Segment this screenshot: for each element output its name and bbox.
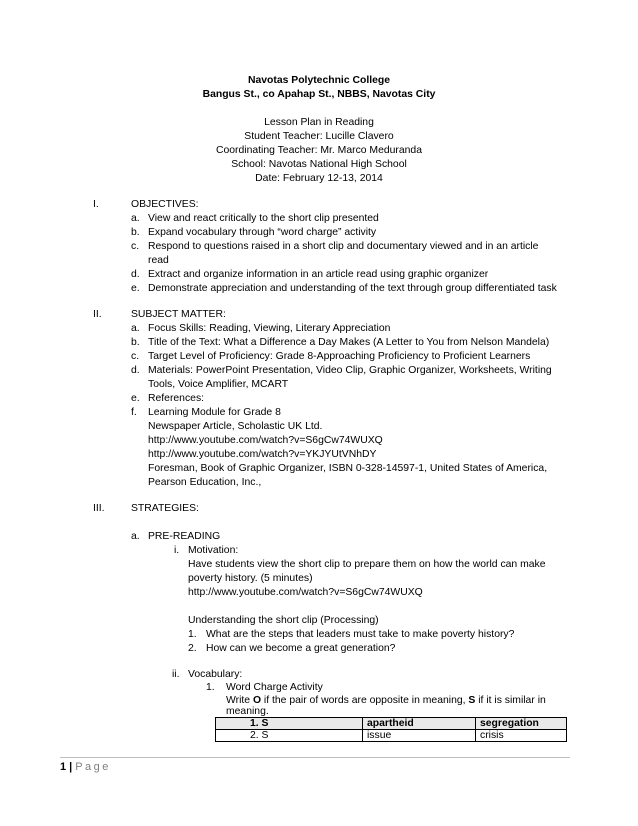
question-text: How can we become a great generation? [206, 643, 396, 654]
list-item-continued: Tools, Voice Amplifier, MCART [148, 379, 289, 390]
question-number: 2. [188, 643, 197, 654]
footer-separator: | [69, 761, 73, 773]
list-letter: b. [131, 337, 140, 348]
list-item-continued: read [148, 255, 169, 266]
motivation-text: Have students view the short clip to prepare them on how the world can make [188, 559, 546, 570]
reference-item: Foresman, Book of Graphic Organizer, ISBN 0-328-14597-1, United States of America, [148, 463, 548, 474]
activity-instructions: Write O if the pair of words are opposite in meaning, S if it is similar in [226, 695, 546, 706]
reference-item: Learning Module for Grade 8 [148, 407, 281, 418]
table-cell: 1. S [216, 718, 363, 730]
list-letter: a. [131, 213, 140, 224]
list-item: Expand vocabulary through “word charge” activity [148, 227, 377, 238]
activity-title: Word Charge Activity [226, 682, 323, 693]
section-numeral: I. [93, 199, 99, 210]
section-heading-subject: SUBJECT MATTER: [131, 309, 226, 320]
pre-reading-label: PRE-READING [148, 531, 221, 542]
question-text: What are the steps that leaders must take to make poverty history? [206, 629, 515, 640]
list-item: Extract and organize information in an article read using graphic organizer [148, 269, 489, 280]
reference-item: Pearson Education, Inc., [148, 477, 262, 488]
vocabulary-label: Vocabulary: [188, 669, 243, 680]
section-numeral: II. [93, 309, 102, 320]
school-name: School: Navotas National High School [231, 159, 407, 170]
college-address: Bangus St., co Apahap St., NBBS, Navotas City [202, 89, 436, 100]
list-letter: f. [131, 407, 137, 418]
roman-numeral: i. [174, 545, 180, 556]
list-letter: a. [131, 531, 140, 542]
list-letter: d. [131, 365, 140, 376]
question-number: 1. [188, 629, 197, 640]
word-charge-table [215, 717, 567, 742]
list-item: Title of the Text: What a Difference a Day Makes (A Letter to You from Nelson Mandela) [148, 337, 550, 348]
coordinating-teacher: Coordinating Teacher: Mr. Marco Meduranda [216, 145, 422, 156]
section-numeral: III. [93, 503, 105, 514]
list-item: Materials: PowerPoint Presentation, Video Clip, Graphic Organizer, Worksheets, Writing [148, 365, 552, 376]
list-item: Respond to questions raised in a short clip and documentary viewed and in an article [148, 241, 539, 252]
table-cell: crisis [476, 730, 567, 742]
motivation-link[interactable]: http://www.youtube.com/watch?v=S6gCw74WUXQ [188, 587, 423, 598]
list-item: Focus Skills: Reading, Viewing, Literary Appreciation [148, 323, 391, 334]
section-heading-strategies: STRATEGIES: [131, 503, 199, 514]
activity-number: 1. [206, 682, 215, 693]
table-cell: issue [363, 730, 476, 742]
student-teacher: Student Teacher: Lucille Clavero [244, 131, 394, 142]
table-cell: apartheid [363, 718, 476, 730]
page-word: Page [75, 761, 111, 773]
list-letter: c. [131, 241, 140, 252]
table-cell: 2. S [216, 730, 363, 742]
motivation-text: poverty history. (5 minutes) [188, 573, 313, 584]
table-row [216, 730, 567, 742]
reference-link[interactable]: http://www.youtube.com/watch?v=S6gCw74WUXQ [148, 435, 383, 446]
activity-instructions-continued: meaning. [226, 706, 269, 717]
footer-divider [60, 757, 570, 758]
motivation-label: Motivation: [188, 545, 239, 556]
list-letter: e. [131, 283, 140, 294]
list-item: View and react critically to the short clip presented [148, 213, 379, 224]
reference-item: Newspaper Article, Scholastic UK Ltd. [148, 421, 323, 432]
plan-title: Lesson Plan in Reading [264, 117, 374, 128]
page-footer [60, 761, 111, 773]
list-item: References: [148, 393, 205, 404]
lesson-date: Date: February 12-13, 2014 [255, 173, 383, 184]
college-name: Navotas Polytechnic College [247, 75, 391, 86]
page-number: 1 [60, 761, 67, 773]
list-letter: c. [131, 351, 140, 362]
reference-link[interactable]: http://www.youtube.com/watch?v=YKJYUtVNhDY [148, 449, 377, 460]
list-item: Demonstrate appreciation and understanding of the text through group differentiated task [148, 283, 557, 294]
processing-heading: Understanding the short clip (Processing) [188, 615, 379, 626]
list-letter: b. [131, 227, 140, 238]
list-letter: e. [131, 393, 140, 404]
table-cell: segregation [476, 718, 567, 730]
section-heading-objectives: OBJECTIVES: [131, 199, 199, 210]
list-letter: d. [131, 269, 140, 280]
roman-numeral: ii. [172, 669, 180, 680]
table-row [216, 718, 567, 730]
list-item: Target Level of Proficiency: Grade 8-Approaching Proficiency to Proficient Learners [148, 351, 531, 362]
list-letter: a. [131, 323, 140, 334]
